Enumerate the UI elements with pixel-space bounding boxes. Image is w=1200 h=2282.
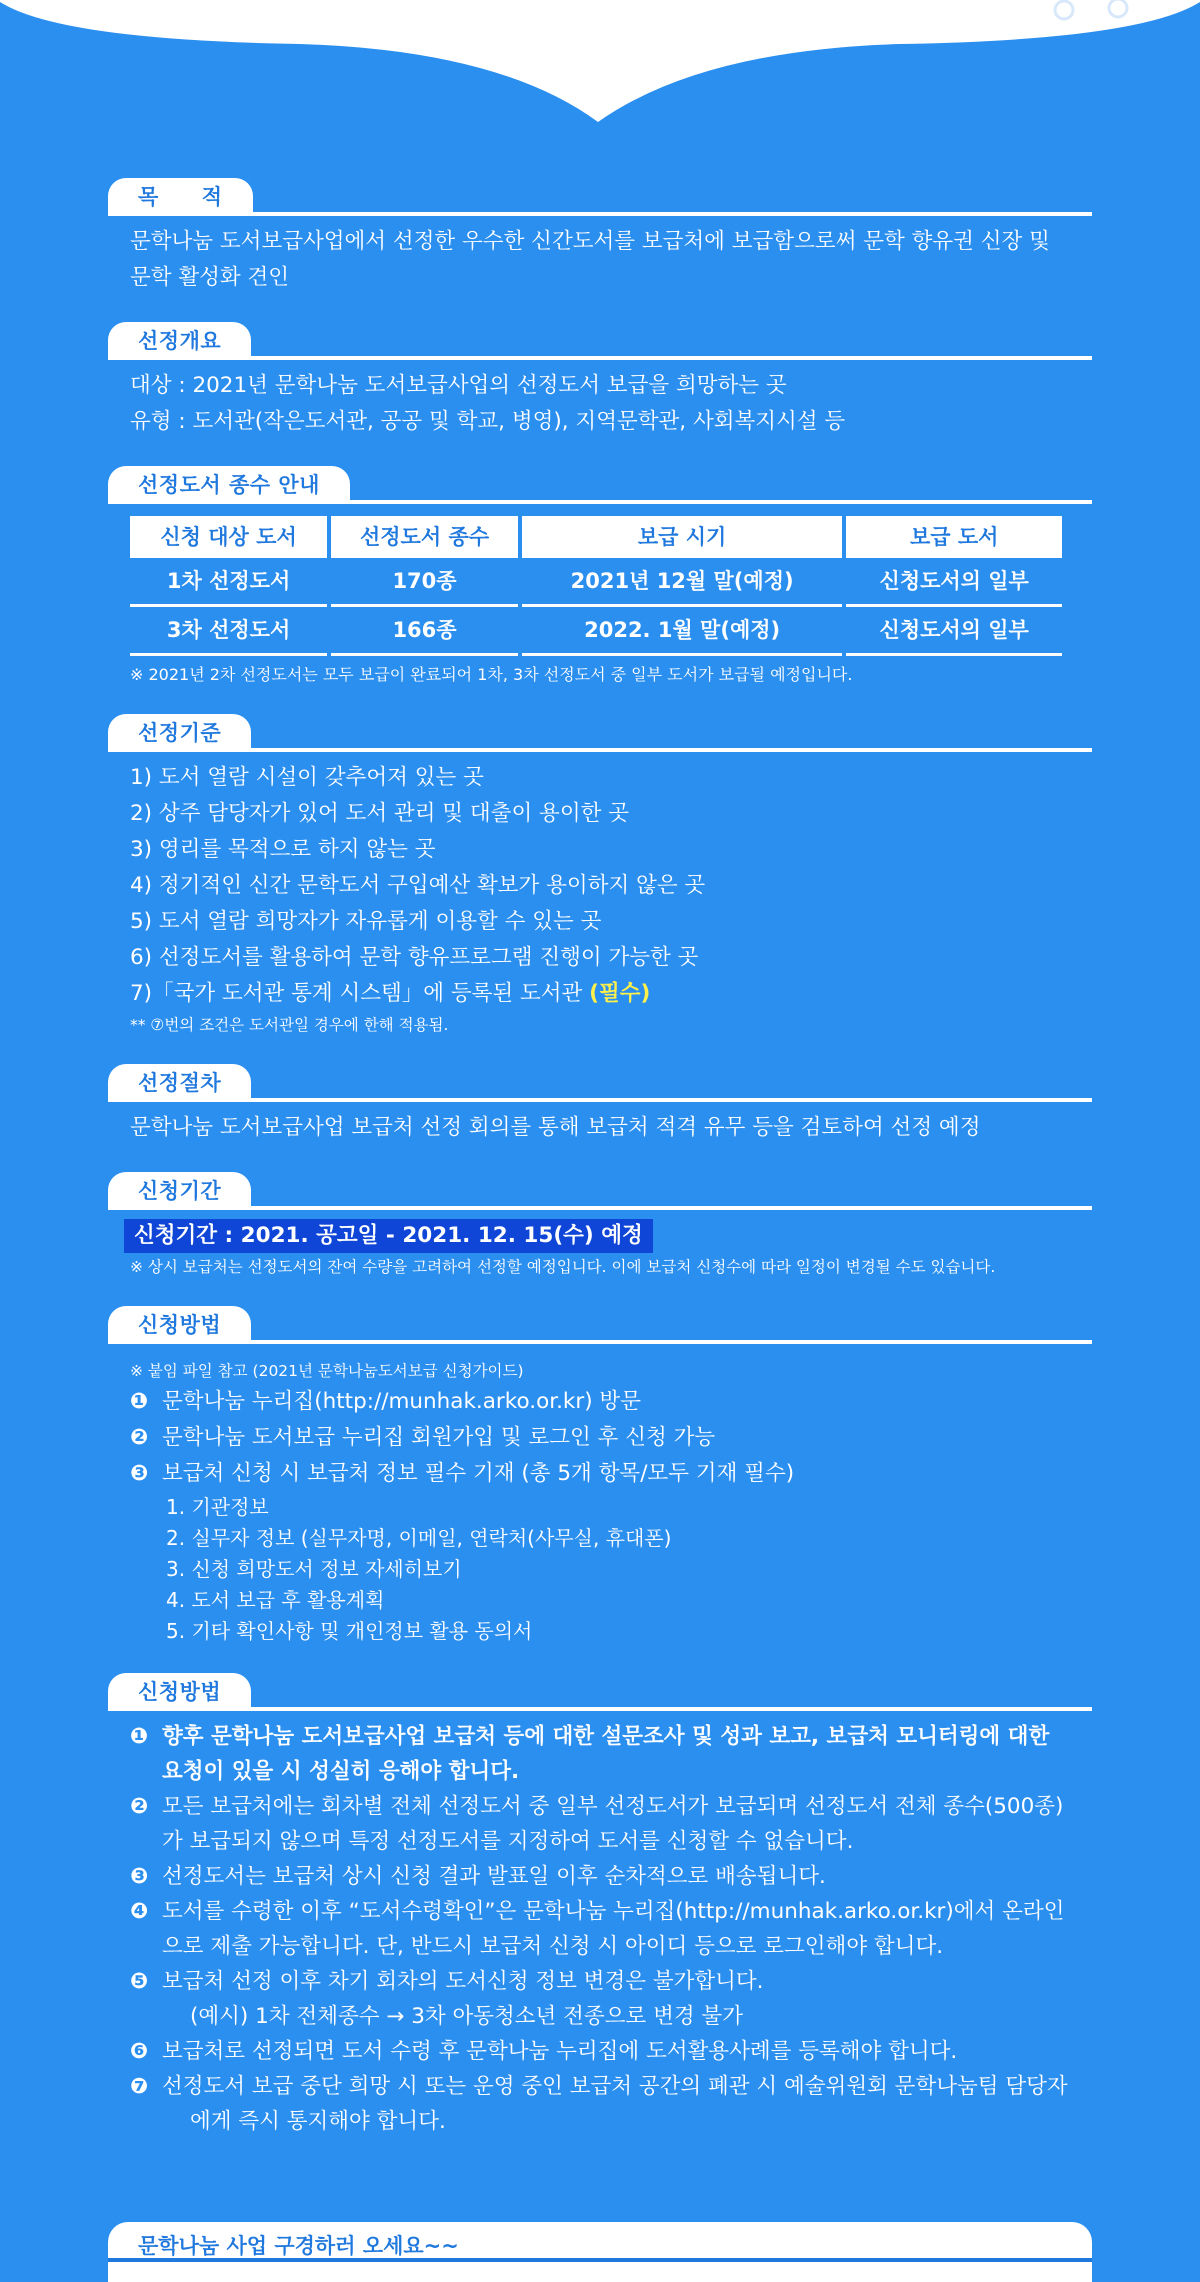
purpose-text: 문학나눔 도서보급사업에서 선정한 우수한 신간도서를 보급처에 보급함으로써 문학 향유권 신장 및 문학 활성화 견인	[130, 229, 1050, 290]
sub-list	[130, 1492, 1070, 1647]
table-cell: 166종	[331, 607, 518, 656]
list-item: 6) 선정도서를 활용하여 문학 향유프로그램 진행이 가능한 곳	[130, 945, 699, 970]
section-title: 선정기준	[108, 714, 251, 750]
list-item: 4) 정기적인 신간 문학도서 구입예산 확보가 용이하지 않은 곳	[130, 873, 706, 898]
number-badge: ❷	[130, 1425, 149, 1450]
number-badge: ❸	[130, 1864, 149, 1889]
table-cell: 신청도서의 일부	[846, 558, 1062, 607]
list-item: ❸ 선정도서는 보급처 상시 신청 결과 발표일 이후 순차적으로 배송됩니다.	[130, 1859, 1070, 1894]
books-note: ※ 2021년 2차 선정도서는 모두 보급이 완료되어 1차, 3차 선정도서 중 일부 도서가 보급될 예정입니다.	[130, 665, 853, 684]
list-item: ❷ 모든 보급처에는 회차별 전체 선정도서 중 일부 선정도서가 보급되며 선정도서 전체 종수(500종) 가 보급되지 않으며 특정 선정도서를 지정하여 도서를 신청할 수 없습니다.	[130, 1789, 1070, 1859]
list-item: ❶ 문학나눔 누리집(http://munhak.arko.or.kr) 방문	[130, 1384, 1070, 1420]
criteria-note: ** ⑦번의 조건은 도서관일 경우에 한해 적용됨.	[130, 1016, 449, 1034]
sub-list-item: 2. 실무자 정보 (실무자명, 이메일, 연락처(사무실, 휴대폰)	[166, 1526, 672, 1550]
list-item: 5) 도서 열람 희망자가 자유롭게 이용할 수 있는 곳	[130, 909, 602, 934]
list-item: 3) 영리를 목적으로 하지 않는 곳	[130, 837, 436, 862]
number-badge: ❺	[130, 1969, 149, 1994]
list-item: ❺ 보급처 선정 이후 차기 회차의 도서신청 정보 변경은 불가합니다.	[130, 1964, 1070, 1999]
sub-list-item: 5. 기타 확인사항 및 개인정보 활용 동의서	[166, 1619, 533, 1643]
overview-target: 대상 : 2021년 문학나눔 도서보급사업의 선정도서 보급을 희망하는 곳	[130, 373, 787, 398]
table-cell: 2021년 12월 말(예정)	[522, 558, 843, 607]
list-item: ❷ 문학나눔 도서보급 누리집 회원가입 및 로그인 후 신청 가능	[130, 1420, 1070, 1456]
section-method	[108, 1306, 1092, 1647]
section-period	[108, 1172, 1092, 1280]
sub-list-item: 1. 기관정보	[166, 1495, 269, 1519]
table-header: 선정도서 종수	[331, 516, 518, 558]
list-item: ❸ 보급처 신청 시 보급처 정보 필수 기재 (총 5개 항목/모두 기재 필수)	[130, 1456, 1070, 1492]
list-item: ❻ 보급처로 선정되면 도서 수령 후 문학나눔 누리집에 도서활용사례를 등록해야 합니다.	[130, 2034, 1070, 2069]
sub-list-item: 3. 신청 희망도서 정보 자세히보기	[166, 1557, 462, 1581]
table-cell: 1차 선정도서	[130, 558, 327, 607]
list-item: ❼ 선정도서 보급 중단 희망 시 또는 운영 중인 보급처 공간의 폐관 시 예술위원회 문학나눔팀 담당자 에게 즉시 통지해야 합니다.	[130, 2069, 1070, 2139]
table-header: 보급 시기	[522, 516, 843, 558]
section-criteria	[108, 714, 1092, 1038]
footer-section	[108, 2222, 1092, 2282]
section-title: 선정개요	[108, 322, 251, 358]
section-books	[108, 466, 1092, 688]
section-title: 신청기간	[108, 1172, 251, 1208]
number-badge: ❷	[130, 1794, 149, 1819]
section-overview	[108, 322, 1092, 440]
list-item: 7)「국가 도서관 통계 시스템」에 등록된 도서관 (필수)	[130, 981, 651, 1006]
table-row	[130, 558, 1062, 607]
table-cell: 2022. 1월 말(예정)	[522, 607, 843, 656]
list-item: ❹ 도서를 수령한 이후 “도서수령확인”은 문학나눔 누리집(http://munhak.arko.or.kr)에서 온라인 으로 제출 가능합니다. 단, 반드시 보급처 신청 시 아이디 등으로 로그인해야 합니다.	[130, 1894, 1070, 1964]
number-badge: ❻	[130, 2039, 149, 2064]
number-badge: ❹	[130, 1899, 149, 1924]
section-title: 신청방법	[108, 1306, 251, 1342]
table-cell: 3차 선정도서	[130, 607, 327, 656]
table-header-row	[130, 516, 1062, 558]
required-badge: (필수)	[589, 981, 651, 1006]
footer-title: 문학나눔 사업 구경하러 오세요~~	[138, 2234, 459, 2258]
period-highlight: 신청기간 : 2021. 공고일 - 2021. 12. 15(수) 예정	[124, 1219, 653, 1253]
section-notice	[108, 1673, 1092, 2139]
number-badge: ❼	[130, 2074, 149, 2099]
section-procedure	[108, 1064, 1092, 1146]
section-title: 선정절차	[108, 1064, 251, 1100]
procedure-text: 문학나눔 도서보급사업 보급처 선정 회의를 통해 보급처 적격 유무 등을 검토하여 선정 예정	[130, 1115, 981, 1140]
list-item: 2) 상주 담당자가 있어 도서 관리 및 대출이 용이한 곳	[130, 801, 629, 826]
list-item: ❶ 향후 문학나눔 도서보급사업 보급처 등에 대한 설문조사 및 성과 보고, 보급처 모니터링에 대한 요청이 있을 시 성실히 응해야 합니다.	[130, 1719, 1070, 1789]
period-note: ※ 상시 보급처는 선정도서의 잔여 수량을 고려하여 선정할 예정입니다. 이에 보급처 신청수에 따라 일정이 변경될 수도 있습니다.	[130, 1258, 996, 1276]
number-badge: ❸	[130, 1461, 149, 1486]
top-wave-decoration	[0, 0, 1200, 130]
table-row	[130, 607, 1062, 656]
sub-list-item: 4. 도서 보급 후 활용계획	[166, 1588, 385, 1612]
content	[108, 178, 1092, 2165]
section-purpose	[108, 178, 1092, 296]
table-cell: 170종	[331, 558, 518, 607]
books-table	[126, 516, 1066, 656]
section-title: 선정도서 종수 안내	[108, 466, 350, 502]
method-note: ※ 붙임 파일 참고 (2021년 문학나눔도서보급 신청가이드)	[130, 1362, 524, 1380]
table-header: 신청 대상 도서	[130, 516, 327, 558]
table-header: 보급 도서	[846, 516, 1062, 558]
example-line: (예시) 1차 전체종수 → 3차 아동청소년 전종으로 변경 불가	[190, 2004, 743, 2029]
section-title: 목 적	[108, 178, 253, 214]
number-badge: ❶	[130, 1389, 149, 1414]
list-item: 1) 도서 열람 시설이 갖추어져 있는 곳	[130, 765, 484, 790]
overview-type: 유형 : 도서관(작은도서관, 공공 및 학교, 병영), 지역문학관, 사회복지시설 등	[130, 409, 846, 434]
number-badge: ❶	[130, 1724, 149, 1749]
section-title: 신청방법	[108, 1673, 251, 1709]
table-cell: 신청도서의 일부	[846, 607, 1062, 656]
